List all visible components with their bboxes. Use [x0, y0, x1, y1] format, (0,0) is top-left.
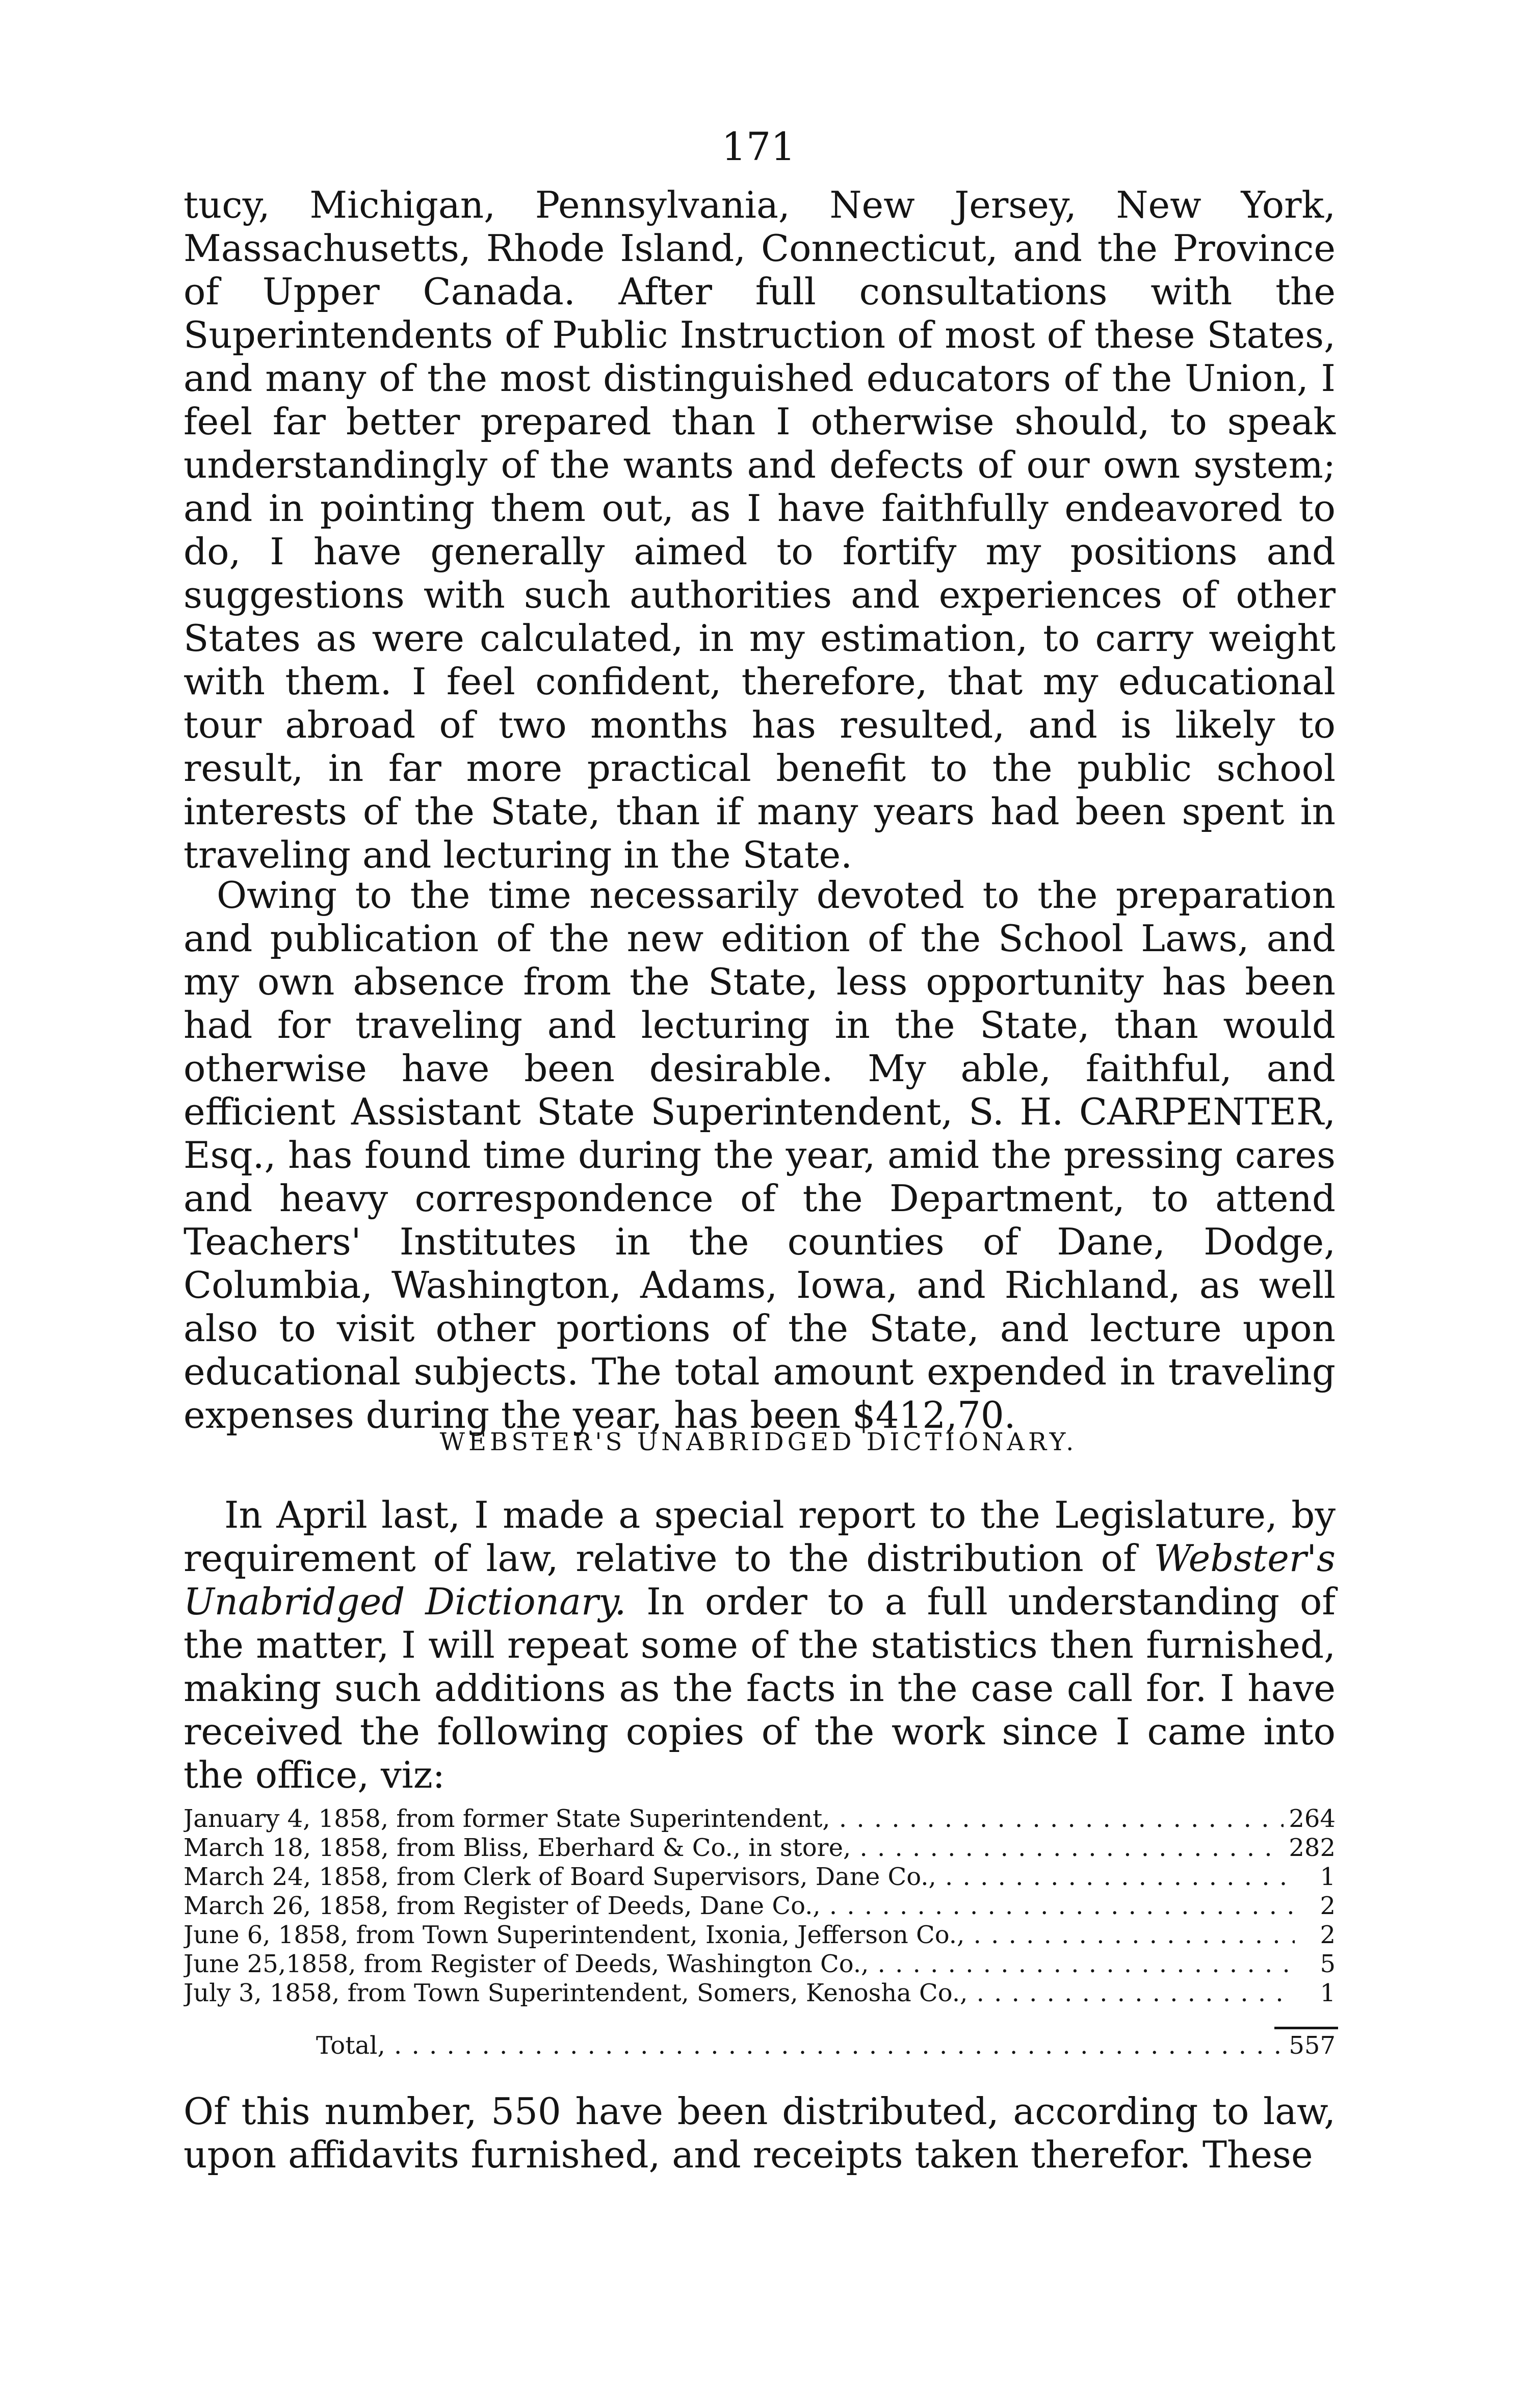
paragraph-text: tucy, Michigan, Pennsylvania, New Jersey, New York, Massachusetts, Rhode Island, Connecticut, and the Province of Upper Canada. After full consultations with the Superintendents of Public Instruction of most of these States, and many of the most distinguished educators of the Union, I feel far better prepared than I otherwise should, to speak understandingly of the wants and defects of our own system; and in pointing them out, as I have faithfully endeavored to do, I have generally aimed to fortify my positions and suggestions with such authorities and experiences of other States as were calculated, in my estimation, to carry weight with them. I feel confident, therefore, that my educational tour abroad of two months has resulted, and is likely to result, in far more practical benefit to the public school interests of the State, than if many years had been spent in traveling and lecturing in the State. — [184, 184, 1336, 876]
ledger-description: March 26, 1858, from Register of Deeds, Dane Co., . . . — [184, 1892, 1295, 1921]
ledger-description: June 6, 1858, from Town Superintendent, Ixonia, Jefferson Co., . . . — [184, 1921, 1295, 1950]
ledger-count: 2 — [1320, 1921, 1336, 1949]
paragraph-text — [184, 1494, 1336, 1797]
section-heading: WEBSTER'S UNABRIDGED DICTIONARY. — [439, 1428, 1078, 1456]
ledger-row — [184, 1950, 1336, 1979]
paragraph-text: Owing to the time necessarily devoted to the preparation and publication of the new edition of the School Laws, and my own absence from the State, less opportunity has been had for traveling and lecturing in the State, than would otherwise have been desirable. My able, faithful, and efficient Assistant State Superintendent, S. H. CARPENTER, Esq., has found time during the year, amid the pressing cares and heavy correspondence of the Department, to attend Teachers' Institutes in the counties of Dane, Dodge, Columbia, Washington, Adams, Iowa, and Richland, as well also to visit other portions of the State, and lecture upon educational subjects. The total amount expended in traveling expenses during the year, has been $412,70. — [184, 874, 1336, 1436]
paragraph-text-part: In April last, I made a special report to the Legislature, by requirement of law, relative to the distribution of — [184, 1494, 1336, 1580]
ledger-total-row — [316, 2031, 1336, 2060]
paragraph-text: Of this number, 550 have been distributed, according to law, upon affidavits furnished, and receipts taken therefor. These — [184, 2090, 1336, 2176]
paragraph-dictionary-report — [184, 1494, 1336, 1797]
paragraph-travels — [184, 184, 1336, 877]
ledger-description: June 25,1858, from Register of Deeds, Washington Co., . . . — [184, 1950, 1295, 1979]
ledger-count: 2 — [1320, 1892, 1336, 1920]
ledger-count: 282 — [1289, 1834, 1336, 1862]
copies-received-ledger — [184, 1804, 1336, 2008]
page-number: 171 — [721, 124, 796, 169]
paragraph-text-part: In order to a full understanding of the matter, I will repeat some of the statistics then furnished, making such additions as the facts in the case call for. I have received the following copies of the work since I came into the office, viz: — [184, 1580, 1336, 1796]
ledger-description: March 18, 1858, from Bliss, Eberhard & Co., in store, . . . — [184, 1834, 1284, 1863]
ledger-description: July 3, 1858, from Town Superintendent, Somers, Kenosha Co., . . . — [184, 1979, 1295, 2008]
paragraph-traveling-expenses — [184, 874, 1336, 1437]
ledger-row — [184, 1804, 1336, 1834]
ledger-description: January 4, 1858, from former State Superintendent, . . . — [184, 1804, 1284, 1834]
ledger-row — [184, 1863, 1336, 1892]
total-value: 557 — [1289, 2031, 1336, 2060]
ledger-count: 1 — [1320, 1979, 1336, 2007]
ledger-count: 5 — [1320, 1950, 1336, 1978]
ledger-row — [184, 1834, 1336, 1863]
total-rule — [1274, 2027, 1338, 2029]
paragraph-distribution — [184, 2090, 1336, 2177]
ledger-count: 1 — [1320, 1863, 1336, 1891]
ledger-row — [184, 1892, 1336, 1921]
ledger-count: 264 — [1289, 1804, 1336, 1833]
book-title: Webster's Unabridged Dictionary. — [184, 1537, 1336, 1623]
ledger-row — [184, 1921, 1336, 1950]
ledger-description: March 24, 1858, from Clerk of Board Supervisors, Dane Co., . . . — [184, 1863, 1295, 1892]
ledger-row — [184, 1979, 1336, 2008]
total-label: Total, . . . — [316, 2031, 1284, 2060]
